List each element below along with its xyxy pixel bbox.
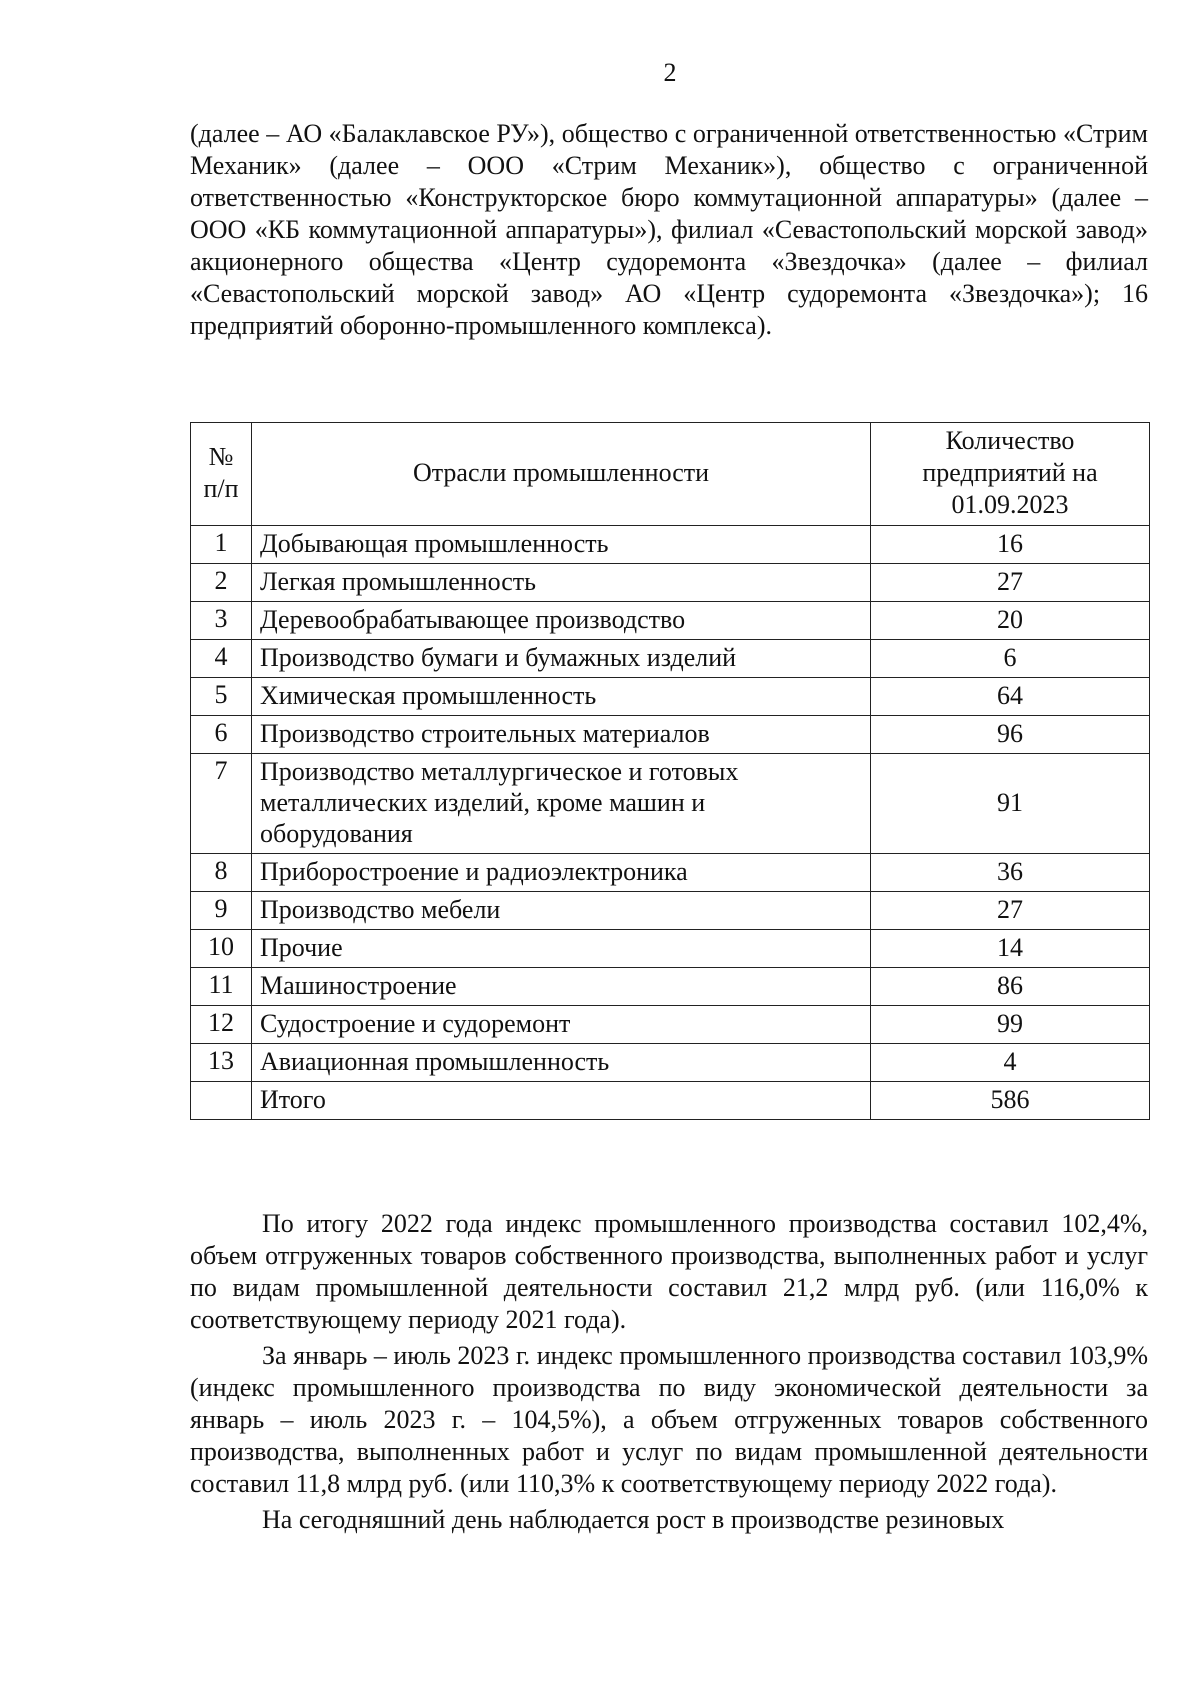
table-row [191,930,1150,968]
table-row [191,678,1150,716]
row-industry: Легкая промышленность [252,564,871,602]
row-count: 4 [871,1044,1150,1082]
row-count: 27 [871,564,1150,602]
row-num: 8 [191,854,252,892]
row-num: 9 [191,892,252,930]
row-count: 36 [871,854,1150,892]
table-row [191,1006,1150,1044]
table-row [191,892,1150,930]
row-num: 6 [191,716,252,754]
table-row [191,854,1150,892]
page-number: 2 [663,58,677,87]
header-num: № п/п [191,423,252,526]
row-count: 99 [871,1006,1150,1044]
row-industry: Прочие [252,930,871,968]
row-num: 4 [191,640,252,678]
row-industry: Авиационная промышленность [252,1044,871,1082]
row-count: 14 [871,930,1150,968]
row-count: 27 [871,892,1150,930]
intro-paragraph: (далее – АО «Балаклавское РУ»), общество с ограниченной ответственностью «Стрим Механик» (далее – ООО «Стрим Механик»), общество с ограниченной ответственностью «Конструкторское бюро коммутационной аппаратуры» (далее – ООО «КБ коммутационной аппаратуры»), филиал «Севастопольский морской завод» акционерного общества «Центр судоремонта «Звездочка» (далее – филиал «Севастопольский морской завод» АО «Центр судоремонта «Звездочка»); 16 предприятий оборонно-промышленного комплекса). [190,119,1148,340]
total-num [191,1082,252,1120]
row-num: 13 [191,1044,252,1082]
row-industry: Приборостроение и радиоэлектроника [252,854,871,892]
table-row [191,602,1150,640]
row-num: 7 [191,754,252,854]
row-count: 96 [871,716,1150,754]
row-industry: Производство мебели [252,892,871,930]
row-num: 10 [191,930,252,968]
summary-2022-paragraph: По итогу 2022 года индекс промышленного производства составил 102,4%, объем отгруженных товаров собственного производства, выполненных работ и услуг по видам промышленной деятельности составил 21,2 млрд руб. (или 116,0% к соответствующему периоду 2021 года). [190,1209,1148,1334]
trend-paragraph: На сегодняшний день наблюдается рост в производстве резиновых [262,1505,1005,1534]
row-count: 16 [871,526,1150,564]
industry-table [190,422,1150,1120]
table-row [191,968,1150,1006]
row-count: 64 [871,678,1150,716]
row-num: 12 [191,1006,252,1044]
total-label: Итого [252,1082,871,1120]
table-row [191,754,1150,854]
table-header-row [191,423,1150,526]
row-num: 11 [191,968,252,1006]
total-count: 586 [871,1082,1150,1120]
row-count: 91 [871,754,1150,854]
table-total-row [191,1082,1150,1120]
row-industry: Химическая промышленность [252,678,871,716]
row-num: 5 [191,678,252,716]
row-industry: Машиностроение [252,968,871,1006]
row-industry: Добывающая промышленность [252,526,871,564]
row-industry: Судостроение и судоремонт [252,1006,871,1044]
row-num: 1 [191,526,252,564]
header-industry: Отрасли промышленности [252,423,871,526]
row-num: 2 [191,564,252,602]
row-count: 6 [871,640,1150,678]
summary-2023-paragraph: За январь – июль 2023 г. индекс промышленного производства составил 103,9% (индекс промышленного производства по виду экономической деятельности за январь – июль 2023 г. – 104,5%), а объем отгруженных товаров собственного производства, выполненных работ и услуг по видам промышленной деятельности составил 11,8 млрд руб. (или 110,3% к соответствующему периоду 2022 года). [190,1341,1148,1498]
row-num: 3 [191,602,252,640]
table-row [191,640,1150,678]
table-row [191,1044,1150,1082]
row-industry: Деревообрабатывающее производство [252,602,871,640]
table-row [191,716,1150,754]
row-industry: Производство металлургическое и готовых металлических изделий, кроме машин и оборудования [252,754,871,854]
row-count: 20 [871,602,1150,640]
header-count: Количество предприятий на 01.09.2023 [871,423,1150,526]
row-count: 86 [871,968,1150,1006]
table-row [191,564,1150,602]
table-row [191,526,1150,564]
row-industry: Производство бумаги и бумажных изделий [252,640,871,678]
row-industry: Производство строительных материалов [252,716,871,754]
